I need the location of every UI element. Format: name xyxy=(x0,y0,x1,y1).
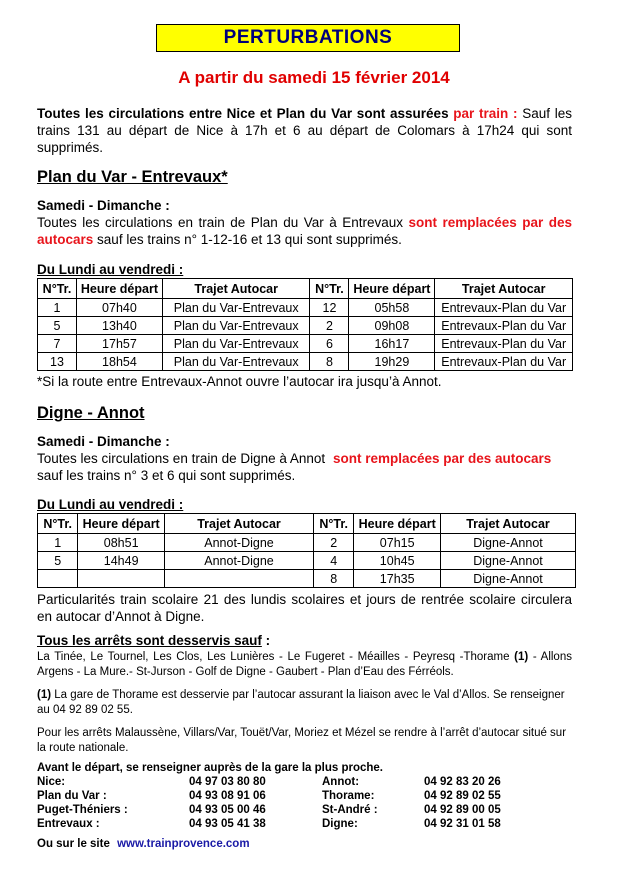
table-row xyxy=(38,353,573,371)
station-name: Thorame: xyxy=(322,790,375,802)
cell xyxy=(78,570,165,588)
cell: Digne-Annot xyxy=(441,534,576,552)
stops-note2: Pour les arrêts Malaussène, Villars/Var, Touët/Var, Moriez et Mézel se rendre à l’arrêt d’autocar situé sur la route nationale. xyxy=(37,727,567,754)
cell: Entrevaux-Plan du Var xyxy=(435,317,573,335)
section2-text xyxy=(37,450,572,484)
phone-number: 04 93 05 00 46 xyxy=(189,804,266,816)
cell: 10h45 xyxy=(354,552,441,570)
cell: 05h58 xyxy=(349,299,435,317)
cell: 16h17 xyxy=(349,335,435,353)
section2-note: Particularités train scolaire 21 des lundis scolaires et jours de rentrée scolaire circulera en autocar d’Annot à Digne. xyxy=(37,592,572,624)
station-name: Annot: xyxy=(322,776,360,788)
cell xyxy=(38,570,78,588)
cell: 07h40 xyxy=(76,299,162,317)
cell: Entrevaux-Plan du Var xyxy=(435,335,573,353)
cell: 17h35 xyxy=(354,570,441,588)
cell: 2 xyxy=(310,317,349,335)
cell: 1 xyxy=(38,534,78,552)
section2-text-pre: Toutes les circulations en train de Digne à Annot xyxy=(37,451,326,466)
intro-red: par train : xyxy=(453,106,518,121)
col-departure: Heure départ xyxy=(76,279,162,299)
stops-list-pre: La Tinée, Le Tournel, Les Clos, Les Lunières - Le Fugeret - Méailles - Peyresq -Thorame xyxy=(37,651,510,663)
col-route: Trajet Autocar xyxy=(164,514,313,534)
cell xyxy=(164,570,313,588)
phone-number: 04 93 05 41 38 xyxy=(189,818,266,830)
site-label: Ou sur le site xyxy=(37,838,110,850)
contacts-table xyxy=(37,775,501,831)
station-name: Digne: xyxy=(322,818,358,830)
stops-title-suffix: : xyxy=(261,633,271,648)
cell: 4 xyxy=(314,552,354,570)
section2-weekday-label: Du Lundi au vendredi : xyxy=(37,497,184,512)
section2-weekend-label: Samedi - Dimanche : xyxy=(37,434,170,449)
station-name: Nice: xyxy=(37,776,66,788)
cell: 09h08 xyxy=(349,317,435,335)
cell: Entrevaux-Plan du Var xyxy=(435,299,573,317)
cell: 13 xyxy=(38,353,77,371)
intro-bold: Toutes les circulations entre Nice et Plan du Var sont assurées xyxy=(37,106,449,121)
station-name: St-André : xyxy=(322,804,378,816)
stops-list xyxy=(37,650,572,680)
col-train: N°Tr. xyxy=(38,514,78,534)
phone-number: 04 93 08 91 06 xyxy=(189,790,266,802)
table-row xyxy=(37,789,501,803)
table-row xyxy=(37,817,501,831)
phone-number: 04 97 03 80 80 xyxy=(189,776,266,788)
stops-title xyxy=(37,633,270,648)
cell: Digne-Annot xyxy=(441,570,576,588)
phone-number: 04 92 89 02 55 xyxy=(424,790,501,802)
table-row xyxy=(38,335,573,353)
cell: 19h29 xyxy=(349,353,435,371)
table-header-row xyxy=(38,279,573,299)
section1-title: Plan du Var - Entrevaux* xyxy=(37,168,228,186)
cell: 14h49 xyxy=(78,552,165,570)
station-name: Entrevaux : xyxy=(37,818,100,830)
stops-note1-text: La gare de Thorame est desservie par l’autocar assurant la liaison avec le Val d’Allos. Se renseigner au 04 92 89 02 55. xyxy=(37,689,565,716)
table-row xyxy=(38,299,573,317)
col-route: Trajet Autocar xyxy=(441,514,576,534)
col-departure: Heure départ xyxy=(78,514,165,534)
cell: 5 xyxy=(38,552,78,570)
col-departure: Heure départ xyxy=(354,514,441,534)
cell: 8 xyxy=(314,570,354,588)
banner: PERTURBATIONS xyxy=(156,24,460,52)
table-row xyxy=(38,552,576,570)
intro-rest: Sauf les trains 131 au départ de Nice à 17h et 6 au départ de Colomars à 17h24 qui sont supprimés. xyxy=(37,106,572,155)
cell: 07h15 xyxy=(354,534,441,552)
cell: 12 xyxy=(310,299,349,317)
cell: Plan du Var-Entrevaux xyxy=(162,335,310,353)
section1-text-red: sont remplacées par des autocars xyxy=(37,215,572,247)
table-row xyxy=(38,534,576,552)
section1-text-post: sauf les trains n° 1-12-16 et 13 qui sont supprimés. xyxy=(97,232,402,247)
site-link[interactable]: www.trainprovence.com xyxy=(117,838,250,850)
col-route: Trajet Autocar xyxy=(435,279,573,299)
section2-table xyxy=(37,513,576,588)
cell: Plan du Var-Entrevaux xyxy=(162,317,310,335)
section1-weekday-label: Du Lundi au vendredi : xyxy=(37,262,184,277)
cell: Entrevaux-Plan du Var xyxy=(435,353,573,371)
table-header-row xyxy=(38,514,576,534)
col-route: Trajet Autocar xyxy=(162,279,310,299)
table-row xyxy=(38,570,576,588)
date-heading: A partir du samedi 15 février 2014 xyxy=(178,68,450,87)
stops-note1-ref: (1) xyxy=(37,689,52,701)
stops-list-post: - Allons Argens - La Mure.- St-Jurson - Golf de Digne - Gaubert - Plan d’Eau des Férréols. xyxy=(37,651,572,678)
cell: 1 xyxy=(38,299,77,317)
cell: 5 xyxy=(38,317,77,335)
section1-table xyxy=(37,278,573,371)
phone-number: 04 92 89 00 05 xyxy=(424,804,501,816)
col-train: N°Tr. xyxy=(38,279,77,299)
contacts-title: Avant le départ, se renseigner auprès de la gare la plus proche. xyxy=(37,762,383,774)
section2-text-post: sauf les trains n° 3 et 6 qui sont supprimés. xyxy=(37,468,296,483)
stops-title-text: Tous les arrêts sont desservis sauf xyxy=(37,633,262,648)
station-name: Puget-Théniers : xyxy=(37,804,128,816)
section2-text-red: sont remplacées par des autocars xyxy=(332,451,552,466)
cell: 17h57 xyxy=(76,335,162,353)
cell: Plan du Var-Entrevaux xyxy=(162,353,310,371)
table-row xyxy=(37,803,501,817)
table-row xyxy=(38,317,573,335)
cell: 2 xyxy=(314,534,354,552)
cell: Digne-Annot xyxy=(441,552,576,570)
site-line xyxy=(37,837,250,852)
station-name: Plan du Var : xyxy=(37,790,107,802)
section1-footnote: *Si la route entre Entrevaux-Annot ouvre l’autocar ira jusqu’à Annot. xyxy=(37,374,442,389)
section1-weekend-label: Samedi - Dimanche : xyxy=(37,198,170,213)
col-train: N°Tr. xyxy=(314,514,354,534)
phone-number: 04 92 31 01 58 xyxy=(424,818,501,830)
cell: Annot-Digne xyxy=(164,534,313,552)
section2-title: Digne - Annot xyxy=(37,404,145,422)
cell: 18h54 xyxy=(76,353,162,371)
cell: Plan du Var-Entrevaux xyxy=(162,299,310,317)
stops-note1 xyxy=(37,688,572,718)
cell: 08h51 xyxy=(78,534,165,552)
section1-text-pre: Toutes les circulations en train de Plan du Var à Entrevaux xyxy=(37,215,403,230)
col-departure: Heure départ xyxy=(349,279,435,299)
phone-number: 04 92 83 20 26 xyxy=(424,776,501,788)
cell: 6 xyxy=(310,335,349,353)
cell: 13h40 xyxy=(76,317,162,335)
table-row xyxy=(37,775,501,789)
cell: 8 xyxy=(310,353,349,371)
col-train: N°Tr. xyxy=(310,279,349,299)
cell: Annot-Digne xyxy=(164,552,313,570)
intro-paragraph xyxy=(37,105,572,156)
cell: 7 xyxy=(38,335,77,353)
section1-text xyxy=(37,214,572,248)
stops-list-ref: (1) xyxy=(514,651,529,663)
